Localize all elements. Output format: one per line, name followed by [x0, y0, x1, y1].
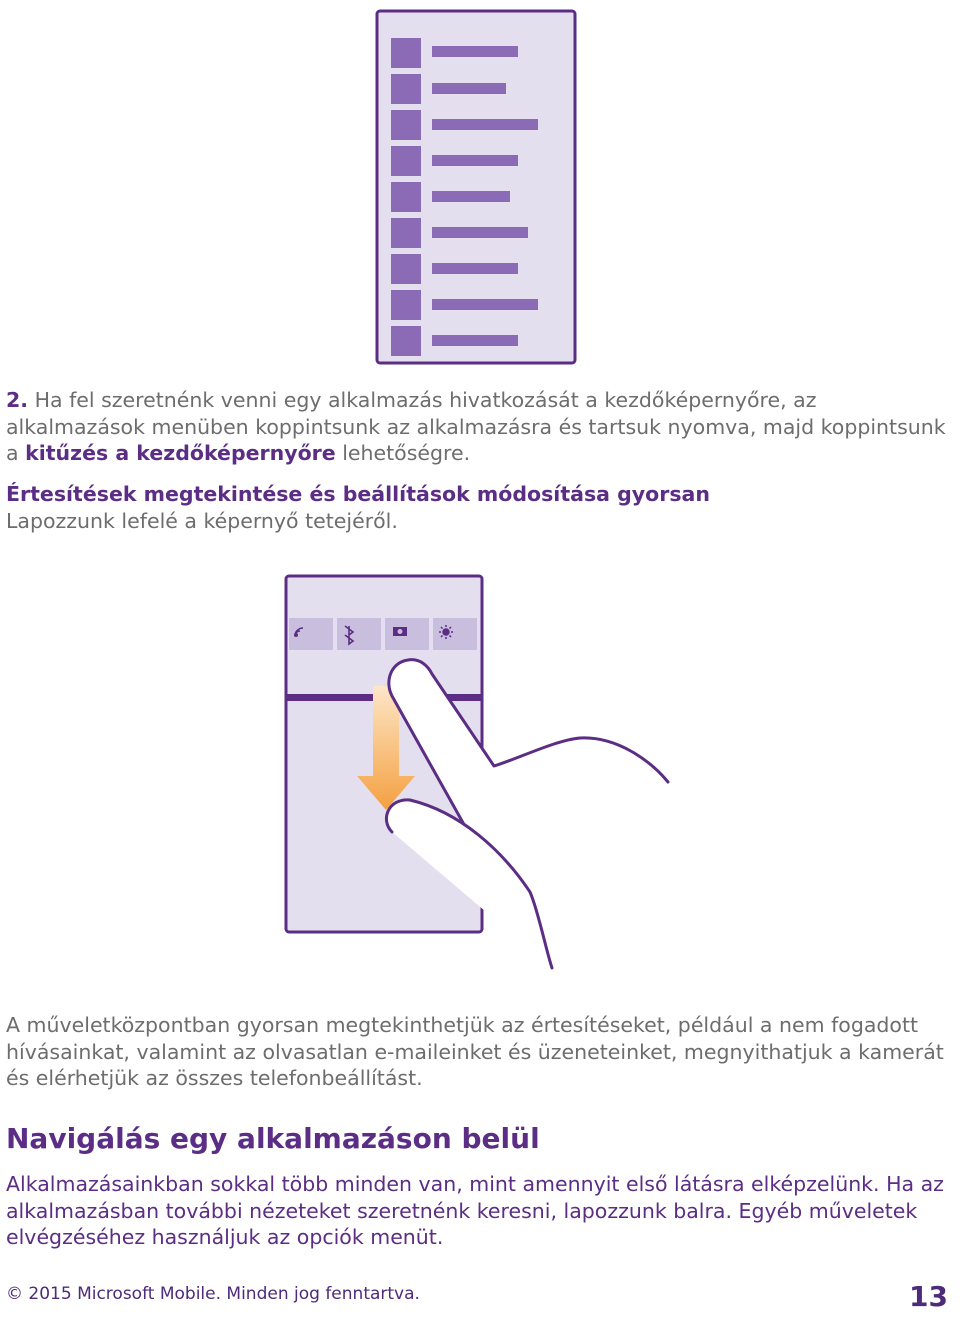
step-2-text-b: lehetőségre.	[335, 441, 471, 465]
swipe-down-illustration	[280, 570, 680, 970]
notifications-heading: Értesítések megtekintése és beállítások módosítása gyorsan	[6, 482, 710, 506]
action-center-description: A műveletközpontban gyorsan megtekinthetjük az értesítéseket, például a nem fogadott hívásainkat, valamint az olvasatlan e-maileinket és üzeneteinket, megnyithatjuk a kamerát és elérhetjük az összes telefonbeállítást.	[6, 1013, 944, 1090]
navigation-heading: Navigálás egy alkalmazáson belül	[6, 1122, 540, 1155]
step-2-bold-option: kitűzés a kezdőképernyőre	[25, 441, 336, 465]
step-2-text-a: Ha fel szeretnénk venni egy alkalmazás hivatkozását a kezdőképernyőre, az alkalmazások menüben koppintsunk az alkalmazásra és tartsuk nyomva, majd koppintsunk a	[6, 388, 946, 465]
navigation-text: Alkalmazásainkban sokkal több minden van, mint amennyit első látásra elképzelünk. Ha az alkalmazásban további nézeteket szeretnénk keresni, lapozzunk balra. Egyéb műveletek elvégzéséhez használjuk az opciók menüt.	[6, 1172, 944, 1249]
page-number: 13	[909, 1280, 948, 1313]
app-list-illustration	[372, 6, 582, 368]
step-number: 2.	[6, 388, 29, 412]
camera-icon	[393, 627, 407, 636]
copyright-footer: © 2015 Microsoft Mobile. Minden jog fenntartva.	[6, 1284, 420, 1304]
notifications-instruction: Lapozzunk lefelé a képernyő tetejéről.	[6, 509, 398, 533]
step-2-text	[6, 387, 956, 467]
